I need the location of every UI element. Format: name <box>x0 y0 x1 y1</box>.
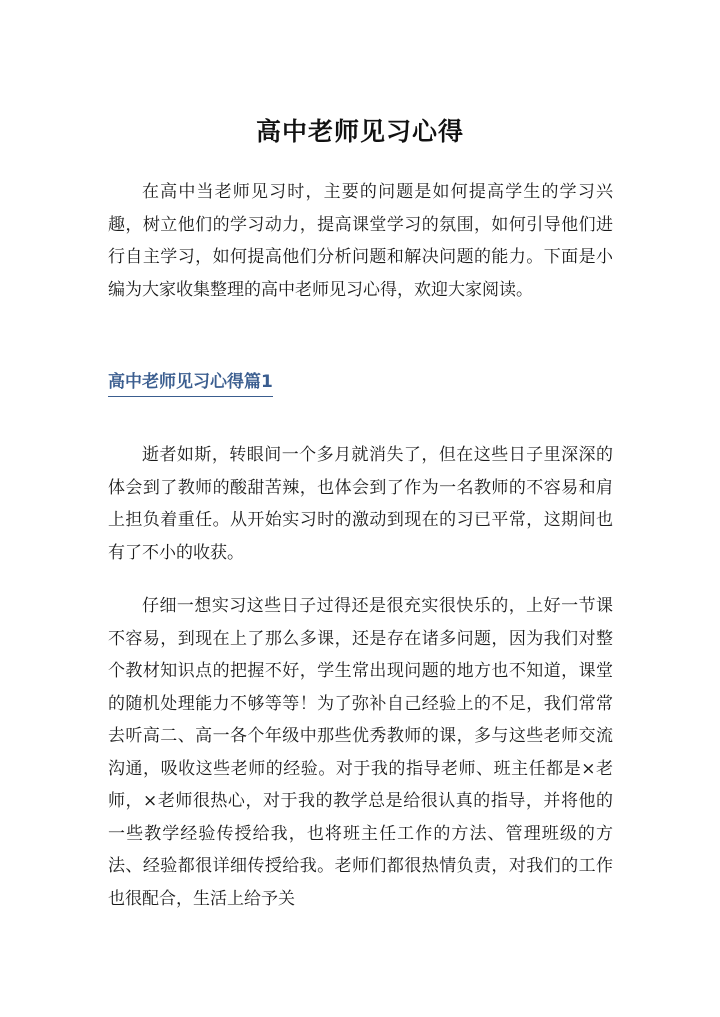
section-heading-link[interactable]: 高中老师见习心得篇1 <box>108 368 273 397</box>
body-paragraph-2: 仔细一想实习这些日子过得还是很充实很快乐的，上好一节课不容易，到现在上了那么多课，还是存在诸多问题，因为我们对整个教材知识点的把握不好，学生常出现问题的地方也不知道，课堂的随机处理能力不够等等！为了弥补自己经验上的不足，我们常常去听高二、高一各个年级中那些优秀教师的课，多与这些老师交流沟通，吸收这些老师的经验。对于我的指导老师、班主任都是×老师，×老师很热心，对于我的教学总是给很认真的指导，并将他的一些教学经验传授给我，也将班主任工作的方法、管理班级的方法、经验都很详细传授给我。老师们都很热情负责，对我们的工作也很配合，生活上给予关 <box>108 596 613 909</box>
body-paragraph-1: 逝者如斯，转眼间一个多月就消失了，但在这些日子里深深的体会到了教师的酸甜苦辣，也体会到了作为一名教师的不容易和肩上担负着重任。从开始实习时的激动到现在的习已平常，这期间也有了不小的收获。 <box>108 445 613 563</box>
page-title: 高中老师见习心得 <box>255 117 464 146</box>
intro-paragraph: 在高中当老师见习时，主要的问题是如何提高学生的学习兴趣，树立他们的学习动力，提高课堂学习的氛围，如何引导他们进行自主学习，如何提高他们分析问题和解决问题的能力。下面是小编为大家收集整理的高中老师见习心得，欢迎大家阅读。 <box>108 182 613 300</box>
